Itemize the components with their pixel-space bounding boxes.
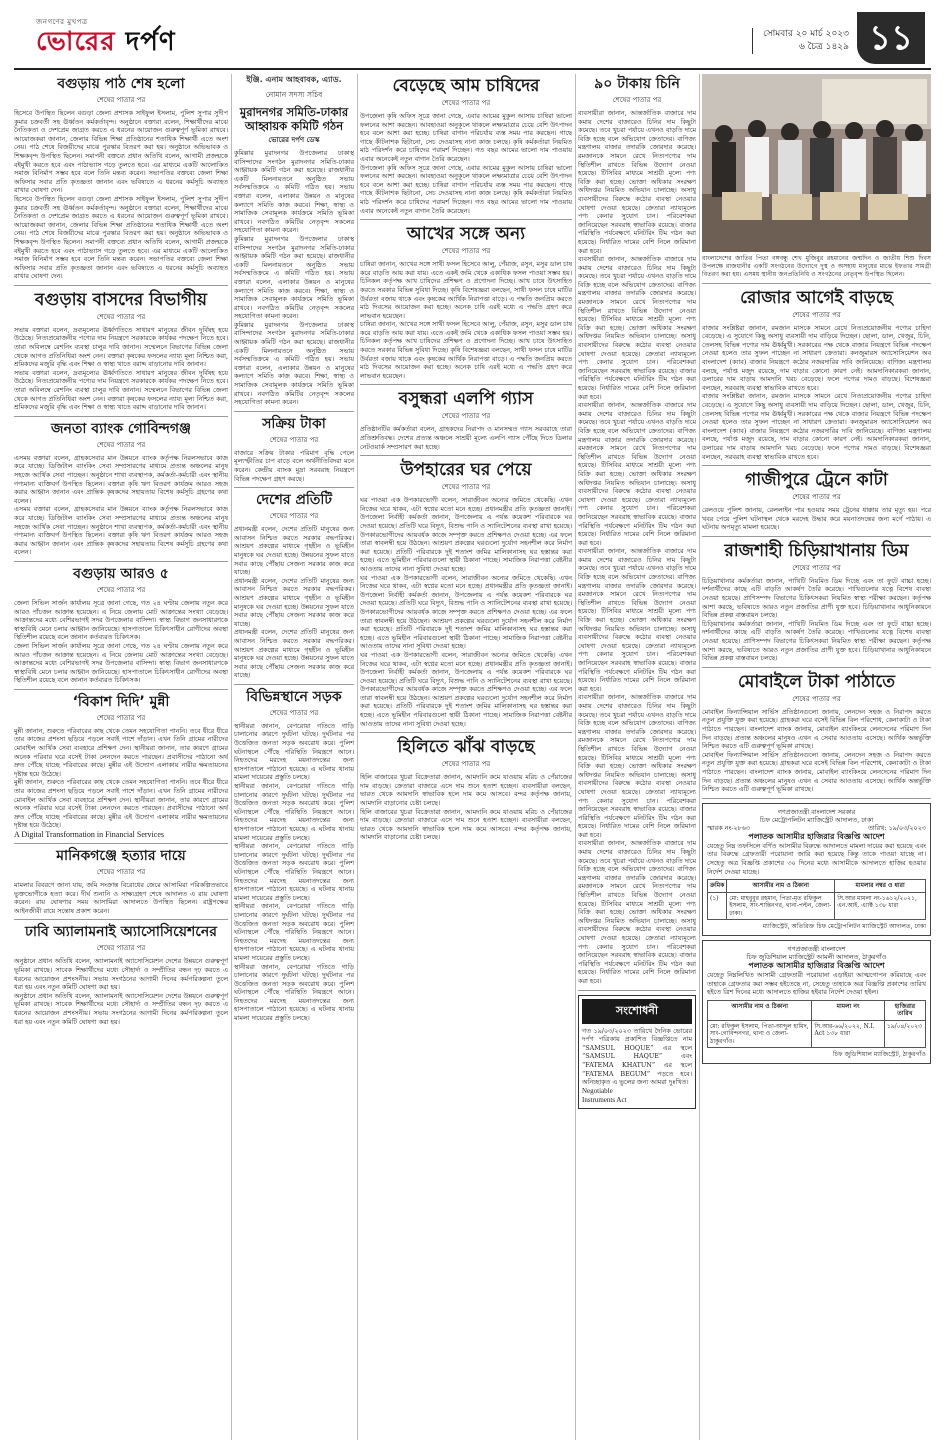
article-headline: ‘বিকাশ দিদি’ মুন্নী — [72, 693, 170, 710]
continuation-note: শেষের পাতার পর — [441, 760, 491, 769]
article-headline: বেড়েছে আম চাষিদের — [392, 76, 540, 96]
notice-table-header: আসামীর নাম ও ঠিকানা — [727, 880, 835, 893]
article-headline: বিভিন্নস্থানে সড়ক — [246, 688, 342, 705]
legal-notice — [702, 940, 931, 1064]
article — [234, 492, 354, 685]
correction-english: Instruments Act — [582, 1095, 627, 1104]
article-headline: বগুড়ায় বাসদের বিভাগীয় — [34, 289, 208, 310]
article-body: মামলার বিবরণে জানা যায়, জমি সংক্রান্ত বিরোধের জেরে আসামিরা পরিকল্পিতভাবে ভুক্তভোগীকে হত্যা করে। দীর্ঘ শুনানি ও সাক্ষ্যগ্রহণ শেষে আদালত এ রায় ঘোষণা করেন। রায় ঘোষণার সময় আসামিরা আদালতে উপস্থিত ছিলেন। রাষ্ট্রপক্ষের আইনজীবী রায়ে সন্তোষ প্রকাশ করেন। — [14, 881, 228, 915]
column-1 — [14, 74, 228, 1440]
article-body: স্থানীয়রা জানান, বেপরোয়া গতিতে গাড়ি চালানোর কারণে দুর্ঘটনা ঘটছে। দুর্ঘটনার পর উত্তেজিত জনতা সড়ক অবরোধ করে। পুলিশ ঘটনাস্থলে পৌঁছে পরিস্থিতি নিয়ন্ত্রণে আনে। নিহতদের মরদেহ ময়নাতদন্তের জন্য হাসপাতালে পাঠানো হয়েছে। এ ঘটনায় থানায় মামলা দায়েরের প্রস্তুতি চলছে। — [234, 782, 354, 842]
article-headline: বগুড়ায় পাঠ শেষ হলো — [57, 76, 185, 92]
name-part-1: ভোরের — [36, 27, 116, 57]
english-tagline: A Digital Transformation in Financial Services — [14, 830, 164, 839]
article-body: জেলা সিভিল সার্জন কার্যালয় সূত্রে জানা গেছে, গত ২৪ ঘণ্টায় জেলায় নতুন করে আরও পাঁচজন আক্রান্ত হয়েছেন। এ নিয়ে জেলায় মোট আক্রান্তের সংখ্যা বেড়েছে। আক্রান্তদের মধ্যে বেশিরভাগই সদর উপজেলার বাসিন্দা। স্বাস্থ্য বিভাগ জনসাধারণকে স্বাস্থ্যবিধি মেনে চলার আহ্বান জানিয়েছে। হাসপাতালে চিকিৎসাধীন রোগীদের অবস্থা স্থিতিশীল রয়েছে বলে জানান কর্তব্যরত চিকিৎসক। — [14, 641, 228, 685]
article-body: প্রধানমন্ত্রী বলেন, দেশের প্রতিটি মানুষের জন্য আবাসন নিশ্চিত করতে সরকার বদ্ধপরিকর। আশ্রয়ণ প্রকল্পের মাধ্যমে গৃহহীন ও ভূমিহীন মানুষকে ঘর দেওয়া হচ্ছে। উন্নয়নের সুফল যাতে সবার কাছে পৌঁছায় সেজন্য সরকার কাজ করে যাচ্ছে। — [234, 576, 354, 628]
article-body: অনুষ্ঠানে প্রধান অতিথি বলেন, অ্যালামনাই অ্যাসোসিয়েশন দেশের উন্নয়নে গুরুত্বপূর্ণ ভূমিকা রাখছে। সাবেক শিক্ষার্থীদের মধ্যে সৌহার্দ্য ও সম্প্রীতির বন্ধন দৃঢ় করতে এ ধরনের আয়োজন প্রশংসনীয়। সভায় সংগঠনের আগামী দিনের কর্মপরিকল্পনা তুলে ধরা হয় এবং নতুন কমিটি ঘোষণা করা হয়। — [14, 991, 228, 1026]
article-body: বাজার সংশ্লিষ্টরা জানান, রমজান মাসকে সামনে রেখে নিত্যপ্রয়োজনীয় পণ্যের চাহিদা বেড়েছে। এ সুযোগে কিছু অসাধু ব্যবসায়ী দাম বাড়িয়ে দিচ্ছেন। ছোলা, ডাল, খেজুর, চিনি, তেলসহ বিভিন্ন পণ্যের দাম ঊর্ধ্বমুখী। সরকারের পক্ষ থেকে বাজার নিয়ন্ত্রণে বিভিন্ন পদক্ষেপ নেওয়া হলেও তার সুফল পাচ্ছেন না সাধারণ ক্রেতারা। কনজুমারস অ্যাসোসিয়েশন অব বাংলাদেশ (ক্যাব) বাজার নিয়ন্ত্রণে কঠোর নজরদারির দাবি জানিয়েছে। বাণিজ্য মন্ত্রণালয় বলছে, পর্যাপ্ত মজুদ রয়েছে, দাম বাড়ার কোনো কারণ নেই। আমদানিকারকরা জানান, ডলারের দাম বাড়ায় আমদানি খরচ বেড়েছে। ফলে পণ্যের দামও বাড়ছে। বিশেষজ্ঞরা বলছেন, সরবরাহ ব্যবস্থা স্বাভাবিক রাখতে হবে। — [702, 323, 931, 392]
article-body: বাজারে সক্রিয় টাকার পরিমাণ বৃদ্ধি পেলে মূল্যস্ফীতির চাপ বাড়ে বলে অর্থনীতিবিদরা মনে করেন। কেন্দ্রীয় ব্যাংক মুদ্রা সরবরাহ নিয়ন্ত্রণে বিভিন্ন পদক্ষেপ গ্রহণ করছে। — [234, 448, 354, 483]
article — [360, 389, 572, 456]
continuation-note: শেষের পাতার পর — [612, 96, 662, 104]
correction-english: Negotiable — [582, 1086, 613, 1095]
notice-table-cell: মো: রফিকুল ইসলাম, পিতা-আব্দুল হামিদ, সাং-গোবিন্দনগর, থানা ও জেলা-ঠাকুরগাঁও। — [708, 1020, 812, 1048]
byline-sub: নোমান সদস্য সচিব — [265, 90, 323, 99]
dateline: ভোরের দর্পণ ডেস্ক — [268, 136, 320, 144]
article-body: চিড়িয়াখানার কর্মকর্তারা জানান, পাখিটি নিয়মিত ডিম দিচ্ছে এবং তা ফুটে বাচ্চা হচ্ছে। দর্শনার্থীদের কাছে এটি বাড়তি আকর্ষণ তৈরি করেছে। পাখিগুলোর যত্নে বিশেষ ব্যবস্থা নেওয়া হয়েছে। প্রাণিসম্পদ বিভাগের চিকিৎসকরা নিয়মিত স্বাস্থ্য পরীক্ষা করছেন। কর্তৃপক্ষ আশা করছে, ভবিষ্যতে আরও নতুন প্রজাতির প্রাণী যুক্ত হবে। চিড়িয়াখানার আধুনিকায়নে বিভিন্ন প্রকল্প বাস্তবায়ন চলছে। — [702, 619, 931, 663]
article-headline: জনতা ব্যাংক গোবিন্দগঞ্জ — [50, 420, 191, 437]
column-rule — [231, 74, 232, 1440]
article — [360, 460, 572, 733]
article — [14, 421, 228, 562]
article — [234, 416, 354, 488]
tagline: জনগণের মুখপত্র — [36, 18, 88, 26]
continuation-note: শেষের পাতার পর — [792, 694, 841, 703]
article-body: ব্যবসায়ীরা জানান, আন্তর্জাতিক বাজারে দাম কমায় দেশের বাজারেও চিনির দাম কিছুটা কমেছে। তবে খুচরা পর্যায়ে এখনও বাড়তি দামে বিক্রি হচ্ছে বলে অভিযোগ ক্রেতাদের। বাণিজ্য মন্ত্রণালয় বাজার তদারকি জোরদার করেছে। রমজানকে সামনে রেখে নিত্যপণ্যের দাম স্থিতিশীল রাখতে বিভিন্ন উদ্যোগ নেওয়া হয়েছে। টিসিবির মাধ্যমে সাশ্রয়ী মূল্যে পণ্য বিক্রি করা হচ্ছে। ভোক্তা অধিকার সংরক্ষণ অধিদপ্তর নিয়মিত অভিযান চালাচ্ছে। অসাধু ব্যবসায়ীদের বিরুদ্ধে কঠোর ব্যবস্থা নেওয়ার ঘোষণা দেওয়া হয়েছে। ক্রেতারা ন্যায্যমূল্যে পণ্য কেনার সুযোগ চান। পরিবেশকরা জানিয়েছেন সরবরাহ স্বাভাবিক রয়েছে। বাজার পরিস্থিতি পর্যবেক্ষণে মনিটরিং টিম গঠন করা হয়েছে। নির্ধারিত দামের বেশি নিলে জরিমানা করা হবে। — [578, 839, 696, 985]
article-body: উপজেলা কৃষি অফিস সূত্রে জানা গেছে, এবার আমের মুকুল আসায় চাষিরা ভালো ফলনের আশা করছেন। আবহাওয়া অনুকূলে থাকলে লক্ষ্যমাত্রার চেয়ে বেশি উৎপাদন হবে বলে আশা করা হচ্ছে। চাষিরা বাগান পরিচর্যায় ব্যস্ত সময় পার করছেন। গাছে গাছে কীটনাশক ছিটানো, সেচ দেওয়াসহ নানা কাজ চলছে। কৃষি কর্মকর্তারা নিয়মিত মাঠ পরিদর্শন করে চাষিদের পরামর্শ দিচ্ছেন। গত বছর আমের ভালো দাম পাওয়ায় এবার অনেকেই নতুন বাগান তৈরি করেছেন। — [360, 163, 572, 215]
notice-signature: ম্যাজিস্ট্রেট, অতিরিক্ত চিফ মেট্রোপলিটন ম্যাজিস্ট্রেট আদালত, ঢাকা — [762, 923, 926, 931]
name-part-2: দর্পণ — [125, 27, 176, 57]
article-body: এসময় বক্তারা বলেন, গ্রাহকসেবার মান উন্নয়নে ব্যাংক কর্তৃপক্ষ নিরলসভাবে কাজ করে যাচ্ছে। ডিজিটাল ব্যাংকিং সেবা সম্প্রসারণের মাধ্যমে প্রত্যন্ত অঞ্চলের মানুষ সহজে আর্থিক সেবা পাচ্ছেন। অনুষ্ঠানে শাখা ব্যবস্থাপক, কর্মকর্তা-কর্মচারী এবং স্থানীয় গণ্যমান্য ব্যক্তিবর্গ উপস্থিত ছিলেন। বক্তারা কৃষি ঋণ বিতরণ কার্যক্রম আরও সহজ করার আহ্বান জানান এবং প্রান্তিক কৃষকদের সহায়তায় বিশেষ কর্মসূচি গ্রহণের কথা বলেন। — [14, 505, 228, 557]
continuation-note: শেষের পাতার পর — [441, 412, 491, 421]
column-4 — [578, 74, 696, 1440]
notice-table-header: আসামীর নাম ও ঠিকানা — [708, 1000, 812, 1020]
article-headline: দেশের প্রতিটি — [255, 492, 333, 509]
notice-table-cell: ১৯/০৪/২০২৩ — [884, 1020, 925, 1048]
column-rule — [699, 74, 700, 1440]
correction-title: সংশোধনী — [582, 999, 692, 1024]
article-body: ব্যবসায়ীরা জানান, আন্তর্জাতিক বাজারে দাম কমায় দেশের বাজারেও চিনির দাম কিছুটা কমেছে। তবে খুচরা পর্যায়ে এখনও বাড়তি দামে বিক্রি হচ্ছে বলে অভিযোগ ক্রেতাদের। বাণিজ্য মন্ত্রণালয় বাজার তদারকি জোরদার করেছে। রমজানকে সামনে রেখে নিত্যপণ্যের দাম স্থিতিশীল রাখতে বিভিন্ন উদ্যোগ নেওয়া হয়েছে। টিসিবির মাধ্যমে সাশ্রয়ী মূল্যে পণ্য বিক্রি করা হচ্ছে। ভোক্তা অধিকার সংরক্ষণ অধিদপ্তর নিয়মিত অভিযান চালাচ্ছে। অসাধু ব্যবসায়ীদের বিরুদ্ধে কঠোর ব্যবস্থা নেওয়ার ঘোষণা দেওয়া হয়েছে। ক্রেতারা ন্যায্যমূল্যে পণ্য কেনার সুযোগ চান। পরিবেশকরা জানিয়েছেন সরবরাহ স্বাভাবিক রয়েছে। বাজার পরিস্থিতি পর্যবেক্ষণে মনিটরিং টিম গঠন করা হয়েছে। নির্ধারিত দামের বেশি নিলে জরিমানা করা হবে। — [578, 693, 696, 839]
legal-notice — [702, 803, 931, 936]
continuation-note: শেষের পাতার পর — [792, 310, 841, 319]
correction-box — [578, 995, 696, 1109]
column-3 — [360, 74, 572, 1440]
article-body: ঘর পাওয়া এক উপকারভোগী বলেন, সারাজীবন অন্যের জমিতে থেকেছি। এখন নিজের ঘরে থাকব, এটা স্বপ্নের মতো মনে হচ্ছে। প্রধানমন্ত্রীর প্রতি কৃতজ্ঞতা জানাই। উপজেলা নির্বাহী কর্মকর্তা জানান, উপজেলায় এ পর্যন্ত কয়েকশ পরিবারকে ঘর দেওয়া হয়েছে। প্রতিটি ঘরে বিদ্যুৎ, বিশুদ্ধ পানি ও স্যানিটেশনের ব্যবস্থা রাখা হয়েছে। উপকারভোগীদের আয়বর্ধক কাজে সম্পৃক্ত করতে প্রশিক্ষণও দেওয়া হচ্ছে। এর ফলে তারা স্বাবলম্বী হয়ে উঠছেন। আশ্রয়ণ প্রকল্পের ঘরগুলো দুর্যোগ সহনশীল করে নির্মাণ করা হয়েছে। প্রতিটি পরিবারকে দুই শতাংশ জমির মালিকানাসহ ঘর হস্তান্তর করা হচ্ছে। এতে ভূমিহীন পরিবারগুলো স্থায়ী ঠিকানা পাচ্ছে। সামাজিক নিরাপত্তা বেষ্টনীর আওতায় তাদের নানা সুবিধা দেওয়া হচ্ছে। — [360, 496, 572, 573]
article-headline: রোজার আগেই বাড়ছে — [740, 287, 893, 308]
article-body: হিলি বাজারের খুচরা বিক্রেতারা জানান, আমদানি কমে যাওয়ায় মরিচ ও পেঁয়াজের দাম বাড়ছে। ক্রেতারা বাজারে এসে দাম শুনে হতাশ হচ্ছেন। ব্যবসায়ীরা বলছেন, ভারত থেকে আমদানি স্বাভাবিক হলে দাম কমে আসবে। বন্দর কর্তৃপক্ষ জানায়, আমদানি বাড়ানোর চেষ্টা চলছে। — [360, 773, 572, 808]
article — [234, 74, 354, 412]
article-body: ঘর পাওয়া এক উপকারভোগী বলেন, সারাজীবন অন্যের জমিতে থেকেছি। এখন নিজের ঘরে থাকব, এটা স্বপ্নের মতো মনে হচ্ছে। প্রধানমন্ত্রীর প্রতি কৃতজ্ঞতা জানাই। উপজেলা নির্বাহী কর্মকর্তা জানান, উপজেলায় এ পর্যন্ত কয়েকশ পরিবারকে ঘর দেওয়া হয়েছে। প্রতিটি ঘরে বিদ্যুৎ, বিশুদ্ধ পানি ও স্যানিটেশনের ব্যবস্থা রাখা হয়েছে। উপকারভোগীদের আয়বর্ধক কাজে সম্পৃক্ত করতে প্রশিক্ষণও দেওয়া হচ্ছে। এর ফলে তারা স্বাবলম্বী হয়ে উঠছেন। আশ্রয়ণ প্রকল্পের ঘরগুলো দুর্যোগ সহনশীল করে নির্মাণ করা হয়েছে। প্রতিটি পরিবারকে দুই শতাংশ জমির মালিকানাসহ ঘর হস্তান্তর করা হচ্ছে। এতে ভূমিহীন পরিবারগুলো স্থায়ী ঠিকানা পাচ্ছে। সামাজিক নিরাপত্তা বেষ্টনীর আওতায় তাদের নানা সুবিধা দেওয়া হচ্ছে। — [360, 573, 572, 651]
continuation-note: শেষের পাতার পর — [96, 585, 146, 594]
article-headline: উপহারের ঘর পেয়ে — [400, 460, 532, 481]
article — [702, 288, 931, 467]
article-body: কুমিল্লার মুরাদনগর উপজেলার ঢাকাস্থ বাসিন্দাদের সংগঠন মুরাদনগর সমিতি-ঢাকার আহ্বায়ক কমিটি গঠন করা হয়েছে। রাজধানীর একটি মিলনায়তনে অনুষ্ঠিত সভায় সর্বসম্মতিক্রমে এ কমিটি গঠিত হয়। সভায় বক্তারা বলেন, এলাকার উন্নয়ন ও মানুষের কল্যাণে সমিতি কাজ করবে। শিক্ষা, স্বাস্থ্য ও সামাজিক সেবামূলক কার্যক্রমে সমিতি ভূমিকা রাখবে। নবগঠিত কমিটির নেতৃবৃন্দ সকলের সহযোগিতা কামনা করেন। — [234, 320, 354, 407]
article-body: রেলওয়ে পুলিশ জানায়, রেললাইন পার হওয়ার সময় ট্রেনের ধাক্কায় তার মৃত্যু হয়। পরে খবর পেয়ে পুলিশ ঘটনাস্থল থেকে মরদেহ উদ্ধার করে ময়নাতদন্তের জন্য মর্গে পাঠায়। এ ঘটনায় অপমৃত্যু মামলা হয়েছে। — [702, 506, 931, 532]
article-body: কুমিল্লার মুরাদনগর উপজেলার ঢাকাস্থ বাসিন্দাদের সংগঠন মুরাদনগর সমিতি-ঢাকার আহ্বায়ক কমিটি গঠন করা হয়েছে। রাজধানীর একটি মিলনায়তনে অনুষ্ঠিত সভায় সর্বসম্মতিক্রমে এ কমিটি গঠিত হয়। সভায় বক্তারা বলেন, এলাকার উন্নয়ন ও মানুষের কল্যাণে সমিতি কাজ করবে। শিক্ষা, স্বাস্থ্য ও সামাজিক সেবামূলক কার্যক্রমে সমিতি ভূমিকা রাখবে। নবগঠিত কমিটির নেতৃবৃন্দ সকলের সহযোগিতা কামনা করেন। — [234, 234, 354, 321]
photo-caption: বাংলাদেশের জাতির পিতা বঙ্গবন্ধু শেখ মুজিবুর রহমানের জন্মদিন ও জাতীয় শিশু দিবস উপলক্ষে রাজধানীর একটি সংগঠনের উদ্যোগে দুস্থ ও অসহায় মানুষের মাঝে ইফতার সামগ্রী বিতরণ করা হয়। এসময় স্থানীয় জনপ্রতিনিধি ও সংগঠনের নেতৃবৃন্দ উপস্থিত ছিলেন। — [702, 255, 931, 284]
article-body: চাষিরা জানান, আখের সঙ্গে সাথী ফসল হিসেবে আলু, পেঁয়াজ, রসুন, মসুর ডাল চাষ করে বাড়তি আয় করা যায়। এতে একই জমি থেকে একাধিক ফসল পাওয়া সম্ভব হয়। চিনিকল কর্তৃপক্ষ আখ চাষিদের প্রশিক্ষণ ও প্রণোদনা দিচ্ছে। আখ চাষে উৎসাহিত করতে সরকার বিভিন্ন সুবিধা দিচ্ছে। কৃষি বিশেষজ্ঞরা বলছেন, সাথী ফসল চাষে মাটির উর্বরতা বজায় থাকে এবং কৃষকের আর্থিক নিরাপত্তা বাড়ে। এ পদ্ধতি জনপ্রিয় করতে মাঠ দিবসের আয়োজন করা হচ্ছে। অনেক চাষি এরই মধ্যে এ পদ্ধতি গ্রহণ করে লাভবান হয়েছেন। — [360, 320, 572, 380]
notice-table-header: হাজিরার তারিখ — [884, 1000, 925, 1020]
column-rule — [575, 74, 576, 1440]
article-body: স্থানীয়রা জানান, বেপরোয়া গতিতে গাড়ি চালানোর কারণে দুর্ঘটনা ঘটছে। দুর্ঘটনার পর উত্তেজিত জনতা সড়ক অবরোধ করে। পুলিশ ঘটনাস্থলে পৌঁছে পরিস্থিতি নিয়ন্ত্রণে আনে। নিহতদের মরদেহ ময়নাতদন্তের জন্য হাসপাতালে পাঠানো হয়েছে। এ ঘটনায় থানায় মামলা দায়েরের প্রস্তুতি চলছে। — [234, 842, 354, 902]
notice-text: যেহেতু নিম্ন তফসিলে বর্ণিত আসামীর বিরুদ্ধে আদালতে মামলা দায়ের করা হয়েছে এবং তার বিরুদ্ধে গ্রেফতারী পরোয়ানা জারি করা হয়েছে কিন্তু তাকে পাওয়া যাচ্ছে না। সেহেতু অত্র বিজ্ঞপ্তি প্রকাশের ৩০ দিনের মধ্যে আসামীকে আদালতে হাজির হওয়ার নির্দেশ দেওয়া যাচ্ছে। — [707, 841, 926, 876]
article — [234, 689, 354, 1023]
notice-text: যেহেতু নিম্নলিখিত আসামী গ্রেফতারী পরোয়ানা এড়াইয়া আত্মগোপন করিয়াছে এবং তাহাকে গ্রেফতার করা সম্ভব হইতেছে না, সেহেতু তাহাকে অত্র বিজ্ঞপ্তি প্রকাশের তারিখ হইতে ত্রিশ দিনের মধ্যে আদালতে হাজির হইবার নির্দেশ দেওয়া হইল। — [707, 971, 926, 997]
continuation-note: শেষের পাতার পর — [96, 713, 146, 722]
article-headline: মোবাইলে টাকা পাঠাতে — [738, 671, 895, 692]
article-body: চিড়িয়াখানার কর্মকর্তারা জানান, পাখিটি নিয়মিত ডিম দিচ্ছে এবং তা ফুটে বাচ্চা হচ্ছে। দর্শনার্থীদের কাছে এটি বাড়তি আকর্ষণ তৈরি করেছে। পাখিগুলোর যত্নে বিশেষ ব্যবস্থা নেওয়া হয়েছে। প্রাণিসম্পদ বিভাগের চিকিৎসকরা নিয়মিত স্বাস্থ্য পরীক্ষা করছেন। কর্তৃপক্ষ আশা করছে, ভবিষ্যতে আরও নতুন প্রজাতির প্রাণী যুক্ত হবে। চিড়িয়াখানার আধুনিকায়নে বিভিন্ন প্রকল্প বাস্তবায়ন চলছে। — [702, 576, 931, 620]
article — [360, 76, 572, 220]
article-body: ব্যবসায়ীরা জানান, আন্তর্জাতিক বাজারে দাম কমায় দেশের বাজারেও চিনির দাম কিছুটা কমেছে। তবে খুচরা পর্যায়ে এখনও বাড়তি দামে বিক্রি হচ্ছে বলে অভিযোগ ক্রেতাদের। বাণিজ্য মন্ত্রণালয় বাজার তদারকি জোরদার করেছে। রমজানকে সামনে রেখে নিত্যপণ্যের দাম স্থিতিশীল রাখতে বিভিন্ন উদ্যোগ নেওয়া হয়েছে। টিসিবির মাধ্যমে সাশ্রয়ী মূল্যে পণ্য বিক্রি করা হচ্ছে। ভোক্তা অধিকার সংরক্ষণ অধিদপ্তর নিয়মিত অভিযান চালাচ্ছে। অসাধু ব্যবসায়ীদের বিরুদ্ধে কঠোর ব্যবস্থা নেওয়ার ঘোষণা দেওয়া হয়েছে। ক্রেতারা ন্যায্যমূল্যে পণ্য কেনার সুযোগ চান। পরিবেশকরা জানিয়েছেন সরবরাহ স্বাভাবিক রয়েছে। বাজার পরিস্থিতি পর্যবেক্ষণে মনিটরিং টিম গঠন করা হয়েছে। নির্ধারিত দামের বেশি নিলে জরিমানা করা হবে। — [578, 109, 696, 255]
notice-court: চিফ মেট্রোপলিটন ম্যাজিস্ট্রেট আদালত, ঢাকা — [759, 815, 874, 824]
continuation-note: শেষের পাতার পর — [792, 493, 841, 502]
article-body: স্থানীয়রা জানান, বেপরোয়া গতিতে গাড়ি চালানোর কারণে দুর্ঘটনা ঘটছে। দুর্ঘটনার পর উত্তেজিত জনতা সড়ক অবরোধ করে। পুলিশ ঘটনাস্থলে পৌঁছে পরিস্থিতি নিয়ন্ত্রণে আনে। নিহতদের মরদেহ ময়নাতদন্তের জন্য হাসপাতালে পাঠানো হয়েছে। এ ঘটনায় থানায় মামলা দায়েরের প্রস্তুতি চলছে। — [234, 902, 354, 962]
photo-illustration — [702, 74, 931, 252]
article-body: মুন্নী জানান, শুরুতে পরিবারের কাছ থেকে তেমন সহযোগিতা পাননি। তবে ধীরে ধীরে তার কাজের প্রশংসা ছড়িয়ে পড়লে সবাই পাশে দাঁড়ান। এখন তিনি গ্রামের নারীদের মোবাইল আর্থিক সেবা ব্যবহারে প্রশিক্ষণ দেন। স্থানীয়রা জানান, তার কারণে গ্রামের অনেক পরিবার ঘরে বসেই টাকা লেনদেন করতে পারছেন। প্রবাসীদের পাঠানো অর্থ দ্রুত পৌঁছে যাচ্ছে পরিবারের কাছে। মুন্নীর এই উদ্যোগ এলাকায় নারীর ক্ষমতায়নের দৃষ্টান্ত হয়ে উঠেছে। — [14, 778, 228, 830]
article-body: প্রতিষ্ঠানটির কর্মকর্তারা বলেন, গ্রাহকদের নিরাপদ ও মানসম্মত গ্যাস সরবরাহে তারা প্রতিশ্রুতিবদ্ধ। দেশের প্রত্যন্ত অঞ্চলে সাশ্রয়ী মূল্যে এলপি গ্যাস পৌঁছে দিতে ডিলার নেটওয়ার্ক সম্প্রসারণ করা হচ্ছে। — [360, 425, 572, 451]
article-body: প্রধানমন্ত্রী বলেন, দেশের প্রতিটি মানুষের জন্য আবাসন নিশ্চিত করতে সরকার বদ্ধপরিকর। আশ্রয়ণ প্রকল্পের মাধ্যমে গৃহহীন ও ভূমিহীন মানুষকে ঘর দেওয়া হচ্ছে। উন্নয়নের সুফল যাতে সবার কাছে পৌঁছায় সেজন্য সরকার কাজ করে যাচ্ছে। — [234, 628, 354, 680]
continuation-note: শেষের পাতার পর — [269, 435, 319, 444]
article-body: সভায় বক্তারা বলেন, দ্রব্যমূল্যের ঊর্ধ্বগতিতে সাধারণ মানুষের জীবন দুর্বিষহ হয়ে উঠেছে। নিত্যপ্রয়োজনীয় পণ্যের দাম নিয়ন্ত্রণে সরকারকে কার্যকর পদক্ষেপ নিতে হবে। তারা অবিলম্বে রেশনিং ব্যবস্থা চালুর দাবি জানান। সম্মেলনে বিভাগের বিভিন্ন জেলা থেকে আগত প্রতিনিধিরা অংশ নেন। বক্তারা কৃষকের ফসলের ন্যায্য মূল্য নিশ্চিত করা, শ্রমিকদের মজুরি বৃদ্ধি এবং শিক্ষা ও স্বাস্থ্য খাতে বরাদ্দ বাড়ানোর দাবি জানান। — [14, 368, 228, 412]
article-body: ব্যবসায়ীরা জানান, আন্তর্জাতিক বাজারে দাম কমায় দেশের বাজারেও চিনির দাম কিছুটা কমেছে। তবে খুচরা পর্যায়ে এখনও বাড়তি দামে বিক্রি হচ্ছে বলে অভিযোগ ক্রেতাদের। বাণিজ্য মন্ত্রণালয় বাজার তদারকি জোরদার করেছে। রমজানকে সামনে রেখে নিত্যপণ্যের দাম স্থিতিশীল রাখতে বিভিন্ন উদ্যোগ নেওয়া হয়েছে। টিসিবির মাধ্যমে সাশ্রয়ী মূল্যে পণ্য বিক্রি করা হচ্ছে। ভোক্তা অধিকার সংরক্ষণ অধিদপ্তর নিয়মিত অভিযান চালাচ্ছে। অসাধু ব্যবসায়ীদের বিরুদ্ধে কঠোর ব্যবস্থা নেওয়ার ঘোষণা দেওয়া হয়েছে। ক্রেতারা ন্যায্যমূল্যে পণ্য কেনার সুযোগ চান। পরিবেশকরা জানিয়েছেন সরবরাহ স্বাভাবিক রয়েছে। বাজার পরিস্থিতি পর্যবেক্ষণে মনিটরিং টিম গঠন করা হয়েছে। নির্ধারিত দামের বেশি নিলে জরিমানা করা হবে। — [578, 401, 696, 547]
article-headline: বগুড়ায় আরও ৫ — [73, 565, 169, 582]
notice-date: তারিখ: ১৯/০৩/২০২৩ — [868, 823, 926, 832]
notice-table-cell: (১) — [708, 892, 727, 920]
article — [14, 848, 228, 920]
article-headline: মানিকগঞ্জে হত্যার দায়ে — [56, 848, 186, 864]
article-body: হিলি বাজারের খুচরা বিক্রেতারা জানান, আমদানি কমে যাওয়ায় মরিচ ও পেঁয়াজের দাম বাড়ছে। ক্রেতারা বাজারে এসে দাম শুনে হতাশ হচ্ছেন। ব্যবসায়ীরা বলছেন, ভারত থেকে আমদানি স্বাভাবিক হলে দাম কমে আসবে। বন্দর কর্তৃপক্ষ জানায়, আমদানি বাড়ানোর চেষ্টা চলছে। — [360, 807, 572, 842]
article-body: হিসেবে উপস্থিত ছিলেন বগুড়া জেলা প্রশাসক সাইফুল ইসলাম, পুলিশ সুপার সুদীপ কুমার চক্রবর্তী সহ ঊর্ধ্বতন কর্মকর্তাবৃন্দ। অনুষ্ঠানে বক্তারা বলেন, শিক্ষার্থীদের মাঝে নৈতিকতা ও দেশপ্রেম জাগ্রত করতে এ ধরনের আয়োজন গুরুত্বপূর্ণ ভূমিকা রাখবে। আয়োজকরা জানান, জেলার বিভিন্ন শিক্ষা প্রতিষ্ঠানের শতাধিক শিক্ষার্থী এতে অংশ নেয়। পাঠ শেষে বিজয়ীদের মাঝে পুরস্কার বিতরণ করা হয়। অনুষ্ঠানে অভিভাবক ও শিক্ষকবৃন্দ উপস্থিত ছিলেন। সমাপনী বক্তব্যে প্রধান অতিথি বলেন, আগামী প্রজন্মকে বইমুখী করতে হবে এবং পাঠাভ্যাস গড়ে তুলতে হবে। এর মাধ্যমে একটি আলোকিত সমাজ বিনির্মাণ সম্ভব হবে বলে তিনি মন্তব্য করেন। সভাপতির বক্তব্যে জেলা শিক্ষা অফিসার সবার প্রতি কৃতজ্ঞতা জানান এবং ভবিষ্যতে এ ধরনের কর্মসূচি অব্যাহত রাখার ঘোষণা দেন। — [14, 194, 228, 281]
article-body: ঘর পাওয়া এক উপকারভোগী বলেন, সারাজীবন অন্যের জমিতে থেকেছি। এখন নিজের ঘরে থাকব, এটা স্বপ্নের মতো মনে হচ্ছে। প্রধানমন্ত্রীর প্রতি কৃতজ্ঞতা জানাই। উপজেলা নির্বাহী কর্মকর্তা জানান, উপজেলায় এ পর্যন্ত কয়েকশ পরিবারকে ঘর দেওয়া হয়েছে। প্রতিটি ঘরে বিদ্যুৎ, বিশুদ্ধ পানি ও স্যানিটেশনের ব্যবস্থা রাখা হয়েছে। উপকারভোগীদের আয়বর্ধক কাজে সম্পৃক্ত করতে প্রশিক্ষণও দেওয়া হচ্ছে। এর ফলে তারা স্বাবলম্বী হয়ে উঠছেন। আশ্রয়ণ প্রকল্পের ঘরগুলো দুর্যোগ সহনশীল করে নির্মাণ করা হয়েছে। প্রতিটি পরিবারকে দুই শতাংশ জমির মালিকানাসহ ঘর হস্তান্তর করা হচ্ছে। এতে ভূমিহীন পরিবারগুলো স্থায়ী ঠিকানা পাচ্ছে। সামাজিক নিরাপত্তা বেষ্টনীর আওতায় তাদের নানা সুবিধা দেওয়া হচ্ছে। — [360, 650, 572, 728]
article-body: চাষিরা জানান, আখের সঙ্গে সাথী ফসল হিসেবে আলু, পেঁয়াজ, রসুন, মসুর ডাল চাষ করে বাড়তি আয় করা যায়। এতে একই জমি থেকে একাধিক ফসল পাওয়া সম্ভব হয়। চিনিকল কর্তৃপক্ষ আখ চাষিদের প্রশিক্ষণ ও প্রণোদনা দিচ্ছে। আখ চাষে উৎসাহিত করতে সরকার বিভিন্ন সুবিধা দিচ্ছে। কৃষি বিশেষজ্ঞরা বলছেন, সাথী ফসল চাষে মাটির উর্বরতা বজায় থাকে এবং কৃষকের আর্থিক নিরাপত্তা বাড়ে। এ পদ্ধতি জনপ্রিয় করতে মাঠ দিবসের আয়োজন করা হচ্ছে। অনেক চাষি এরই মধ্যে এ পদ্ধতি গ্রহণ করে লাভবান হয়েছেন। — [360, 260, 572, 320]
article-body: হিসেবে উপস্থিত ছিলেন বগুড়া জেলা প্রশাসক সাইফুল ইসলাম, পুলিশ সুপার সুদীপ কুমার চক্রবর্তী সহ ঊর্ধ্বতন কর্মকর্তাবৃন্দ। অনুষ্ঠানে বক্তারা বলেন, শিক্ষার্থীদের মাঝে নৈতিকতা ও দেশপ্রেম জাগ্রত করতে এ ধরনের আয়োজন গুরুত্বপূর্ণ ভূমিকা রাখবে। আয়োজকরা জানান, জেলার বিভিন্ন শিক্ষা প্রতিষ্ঠানের শতাধিক শিক্ষার্থী এতে অংশ নেয়। পাঠ শেষে বিজয়ীদের মাঝে পুরস্কার বিতরণ করা হয়। অনুষ্ঠানে অভিভাবক ও শিক্ষকবৃন্দ উপস্থিত ছিলেন। সমাপনী বক্তব্যে প্রধান অতিথি বলেন, আগামী প্রজন্মকে বইমুখী করতে হবে এবং পাঠাভ্যাস গড়ে তুলতে হবে। এর মাধ্যমে একটি আলোকিত সমাজ বিনির্মাণ সম্ভব হবে বলে তিনি মন্তব্য করেন। সভাপতির বক্তব্যে জেলা শিক্ষা অফিসার সবার প্রতি কৃতজ্ঞতা জানান এবং ভবিষ্যতে এ ধরনের কর্মসূচি অব্যাহত রাখার ঘোষণা দেন। — [14, 109, 228, 195]
article — [14, 290, 228, 417]
news-photo — [702, 74, 931, 252]
notice-title: পলাতক আসামীর হাজিরার বিজ্ঞপ্তি আদেশ — [748, 831, 885, 841]
masthead — [14, 10, 931, 70]
date-gregorian: সোমবার ২০ মার্চ ২০২৩ — [763, 29, 849, 39]
notice-title: পলাতক আসামীর হাজিরার বিজ্ঞপ্তি আদেশ — [748, 961, 885, 971]
article — [14, 694, 228, 844]
notice-table-cell: মো: মাহবুবুর রহমান, পিতা-মৃত রফিকুল ইসলাম, সাং-শান্তিনগর, থানা-পল্টন, জেলা-ঢাকা। — [727, 892, 835, 920]
article-body: সভায় বক্তারা বলেন, দ্রব্যমূল্যের ঊর্ধ্বগতিতে সাধারণ মানুষের জীবন দুর্বিষহ হয়ে উঠেছে। নিত্যপ্রয়োজনীয় পণ্যের দাম নিয়ন্ত্রণে সরকারকে কার্যকর পদক্ষেপ নিতে হবে। তারা অবিলম্বে রেশনিং ব্যবস্থা চালুর দাবি জানান। সম্মেলনে বিভাগের বিভিন্ন জেলা থেকে আগত প্রতিনিধিরা অংশ নেন। বক্তারা কৃষকের ফসলের ন্যায্য মূল্য নিশ্চিত করা, শ্রমিকদের মজুরি বৃদ্ধি এবং শিক্ষা ও স্বাস্থ্য খাতে বরাদ্দ বাড়ানোর দাবি জানান। — [14, 325, 228, 369]
correction-text: গত ১৯/০৩/২০২৩ তারিখে দৈনিক ভোরের দর্পণ পত্রিকায় প্রকাশিত বিজ্ঞপ্তিতে নাম “SAMSUL HOQUE” এর স্থলে “SAMSUL HAQUE” এবং “FATEMA KHATUN” এর স্থলে “FATEMA BEGUM” পড়তে হবে। অনিচ্ছাকৃত এ ভুলের জন্য আমরা দুঃখিত। — [582, 1026, 692, 1087]
continuation-note: শেষের পাতার পর — [269, 512, 319, 521]
column-rule — [357, 74, 358, 1440]
column-2 — [234, 74, 354, 1440]
continuation-note: শেষের পাতার পর — [441, 99, 491, 107]
notice-table-header: ক্রমিক — [708, 880, 727, 893]
article-body: কুমিল্লার মুরাদনগর উপজেলার ঢাকাস্থ বাসিন্দাদের সংগঠন মুরাদনগর সমিতি-ঢাকার আহ্বায়ক কমিটি গঠন করা হয়েছে। রাজধানীর একটি মিলনায়তনে অনুষ্ঠিত সভায় সর্বসম্মতিক্রমে এ কমিটি গঠিত হয়। সভায় বক্তারা বলেন, এলাকার উন্নয়ন ও মানুষের কল্যাণে সমিতি কাজ করবে। শিক্ষা, স্বাস্থ্য ও সামাজিক সেবামূলক কার্যক্রমে সমিতি ভূমিকা রাখবে। নবগঠিত কমিটির নেতৃবৃন্দ সকলের সহযোগিতা কামনা করেন। — [234, 149, 354, 235]
article-body: ব্যবসায়ীরা জানান, আন্তর্জাতিক বাজারে দাম কমায় দেশের বাজারেও চিনির দাম কিছুটা কমেছে। তবে খুচরা পর্যায়ে এখনও বাড়তি দামে বিক্রি হচ্ছে বলে অভিযোগ ক্রেতাদের। বাণিজ্য মন্ত্রণালয় বাজার তদারকি জোরদার করেছে। রমজানকে সামনে রেখে নিত্যপণ্যের দাম স্থিতিশীল রাখতে বিভিন্ন উদ্যোগ নেওয়া হয়েছে। টিসিবির মাধ্যমে সাশ্রয়ী মূল্যে পণ্য বিক্রি করা হচ্ছে। ভোক্তা অধিকার সংরক্ষণ অধিদপ্তর নিয়মিত অভিযান চালাচ্ছে। অসাধু ব্যবসায়ীদের বিরুদ্ধে কঠোর ব্যবস্থা নেওয়ার ঘোষণা দেওয়া হয়েছে। ক্রেতারা ন্যায্যমূল্যে পণ্য কেনার সুযোগ চান। পরিবেশকরা জানিয়েছেন সরবরাহ স্বাভাবিক রয়েছে। বাজার পরিস্থিতি পর্যবেক্ষণে মনিটরিং টিম গঠন করা হয়েছে। নির্ধারিত দামের বেশি নিলে জরিমানা করা হবে। — [578, 255, 696, 401]
continuation-note: শেষের পাতার পর — [96, 312, 146, 321]
notice-memo: স্মারক নং-২৮৬৩ — [707, 823, 750, 832]
date-bangla: ৬ চৈত্র ১৪২৯ — [798, 42, 849, 52]
notice-court: চিফ জুডিশিয়াল ম্যাজিস্ট্রেট আমলী আদালত, ঠাকুরগাঁও — [746, 953, 887, 962]
notice-gov: গণপ্রজাতন্ত্রী বাংলাদেশ — [787, 945, 846, 954]
article-body: মুন্নী জানান, শুরুতে পরিবারের কাছ থেকে তেমন সহযোগিতা পাননি। তবে ধীরে ধীরে তার কাজের প্রশংসা ছড়িয়ে পড়লে সবাই পাশে দাঁড়ান। এখন তিনি গ্রামের নারীদের মোবাইল আর্থিক সেবা ব্যবহারে প্রশিক্ষণ দেন। স্থানীয়রা জানান, তার কারণে গ্রামের অনেক পরিবার ঘরে বসেই টাকা লেনদেন করতে পারছেন। প্রবাসীদের পাঠানো অর্থ দ্রুত পৌঁছে যাচ্ছে পরিবারের কাছে। মুন্নীর এই উদ্যোগ এলাকায় নারীর ক্ষমতায়নের দৃষ্টান্ত হয়ে উঠেছে। — [14, 726, 228, 778]
article — [702, 672, 931, 799]
article — [14, 76, 228, 286]
article-body: বাজার সংশ্লিষ্টরা জানান, রমজান মাসকে সামনে রেখে নিত্যপ্রয়োজনীয় পণ্যের চাহিদা বেড়েছে। এ সুযোগে কিছু অসাধু ব্যবসায়ী দাম বাড়িয়ে দিচ্ছেন। ছোলা, ডাল, খেজুর, চিনি, তেলসহ বিভিন্ন পণ্যের দাম ঊর্ধ্বমুখী। সরকারের পক্ষ থেকে বাজার নিয়ন্ত্রণে বিভিন্ন পদক্ষেপ নেওয়া হলেও তার সুফল পাচ্ছেন না সাধারণ ক্রেতারা। কনজুমারস অ্যাসোসিয়েশন অব বাংলাদেশ (ক্যাব) বাজার নিয়ন্ত্রণে কঠোর নজরদারির দাবি জানিয়েছে। বাণিজ্য মন্ত্রণালয় বলছে, পর্যাপ্ত মজুদ রয়েছে, দাম বাড়ার কোনো কারণ নেই। আমদানিকারকরা জানান, ডলারের দাম বাড়ায় আমদানি খরচ বেড়েছে। ফলে পণ্যের দামও বাড়ছে। বিশেষজ্ঞরা বলছেন, সরবরাহ ব্যবস্থা স্বাভাবিক রাখতে হবে। — [702, 392, 931, 461]
notice-table-header: মামলা নং — [812, 1000, 884, 1020]
notice-table-cell: সি.আর-৬৬/২০২২, N.I. Act ১৩৮ ধারা — [812, 1020, 884, 1048]
article-body: প্রধানমন্ত্রী বলেন, দেশের প্রতিটি মানুষের জন্য আবাসন নিশ্চিত করতে সরকার বদ্ধপরিকর। আশ্রয়ণ প্রকল্পের মাধ্যমে গৃহহীন ও ভূমিহীন মানুষকে ঘর দেওয়া হচ্ছে। উন্নয়নের সুফল যাতে সবার কাছে পৌঁছায় সেজন্য সরকার কাজ করে যাচ্ছে। — [234, 525, 354, 577]
article-body: জেলা সিভিল সার্জন কার্যালয় সূত্রে জানা গেছে, গত ২৪ ঘণ্টায় জেলায় নতুন করে আরও পাঁচজন আক্রান্ত হয়েছেন। এ নিয়ে জেলায় মোট আক্রান্তের সংখ্যা বেড়েছে। আক্রান্তদের মধ্যে বেশিরভাগই সদর উপজেলার বাসিন্দা। স্বাস্থ্য বিভাগ জনসাধারণকে স্বাস্থ্যবিধি মেনে চলার আহ্বান জানিয়েছে। হাসপাতালে চিকিৎসাধীন রোগীদের অবস্থা স্থিতিশীল রয়েছে বলে জানান কর্তব্যরত চিকিৎসক। — [14, 598, 228, 642]
notice-table — [707, 879, 926, 920]
article-headline: বসুন্ধরা এলপি গ্যাস — [398, 389, 534, 410]
column-5 — [702, 74, 931, 1440]
article — [14, 924, 228, 1026]
continuation-note: শেষের পাতার পর — [269, 708, 319, 717]
article-body: এসময় বক্তারা বলেন, গ্রাহকসেবার মান উন্নয়নে ব্যাংক কর্তৃপক্ষ নিরলসভাবে কাজ করে যাচ্ছে। ডিজিটাল ব্যাংকিং সেবা সম্প্রসারণের মাধ্যমে প্রত্যন্ত অঞ্চলের মানুষ সহজে আর্থিক সেবা পাচ্ছেন। অনুষ্ঠানে শাখা ব্যবস্থাপক, কর্মকর্তা-কর্মচারী এবং স্থানীয় গণ্যমান্য ব্যক্তিবর্গ উপস্থিত ছিলেন। বক্তারা কৃষি ঋণ বিতরণ কার্যক্রম আরও সহজ করার আহ্বান জানান এবং প্রান্তিক কৃষকদের সহায়তায় বিশেষ কর্মসূচি গ্রহণের কথা বলেন। — [14, 453, 228, 505]
continuation-note: শেষের পাতার পর — [792, 563, 841, 572]
table-row — [708, 1020, 926, 1048]
page-number: ১১ — [857, 12, 925, 64]
article-body: মোবাইল ফিন্যান্সিয়াল সার্ভিস প্রতিষ্ঠানগুলো জানায়, লেনদেন সহজ ও নিরাপদ করতে নতুন প্রযুক্তি যুক্ত করা হয়েছে। গ্রাহকরা ঘরে বসেই বিভিন্ন বিল পরিশোধ, কেনাকাটা ও টাকা পাঠাতে পারছেন। বাংলাদেশ ব্যাংক জানায়, মোবাইল ব্যাংকিংয়ে লেনদেনের পরিমাণ দিন দিন বাড়ছে। প্রত্যন্ত অঞ্চলের মানুষও এখন এ সেবার আওতায় এসেছে। আর্থিক অন্তর্ভুক্তি নিশ্চিত করতে এটি গুরুত্বপূর্ণ ভূমিকা রাখছে। — [702, 750, 931, 794]
notice-gov: গণপ্রজাতন্ত্রী বাংলাদেশ সরকার — [777, 807, 856, 816]
notice-meta — [707, 824, 926, 832]
newspaper-name — [36, 28, 176, 56]
continuation-note: শেষের পাতার পর — [96, 944, 146, 953]
article-body: স্থানীয়রা জানান, বেপরোয়া গতিতে গাড়ি চালানোর কারণে দুর্ঘটনা ঘটছে। দুর্ঘটনার পর উত্তেজিত জনতা সড়ক অবরোধ করে। পুলিশ ঘটনাস্থলে পৌঁছে পরিস্থিতি নিয়ন্ত্রণে আনে। নিহতদের মরদেহ ময়নাতদন্তের জন্য হাসপাতালে পাঠানো হয়েছে। এ ঘটনায় থানায় মামলা দায়েরের প্রস্তুতি চলছে। — [234, 962, 354, 1023]
article-headline: রাজশাহী চিড়িয়াখানায় ডিম — [724, 540, 909, 561]
article-headline: ৯০ টাকায় চিনি — [594, 76, 680, 92]
article-headline: গাজীপুরে ট্রেনে কাটা — [745, 470, 888, 491]
newspaper-logo — [36, 16, 176, 56]
article-body: মোবাইল ফিন্যান্সিয়াল সার্ভিস প্রতিষ্ঠানগুলো জানায়, লেনদেন সহজ ও নিরাপদ করতে নতুন প্রযুক্তি যুক্ত করা হয়েছে। গ্রাহকরা ঘরে বসেই বিভিন্ন বিল পরিশোধ, কেনাকাটা ও টাকা পাঠাতে পারছেন। বাংলাদেশ ব্যাংক জানায়, মোবাইল ব্যাংকিংয়ে লেনদেনের পরিমাণ দিন দিন বাড়ছে। প্রত্যন্ত অঞ্চলের মানুষও এখন এ সেবার আওতায় এসেছে। আর্থিক অন্তর্ভুক্তি নিশ্চিত করতে এটি গুরুত্বপূর্ণ ভূমিকা রাখছে। — [702, 707, 931, 751]
continuation-note: শেষের পাতার পর — [441, 483, 491, 492]
byline: ইঞ্জি. এনাম আহবাবক, এ্যাড. — [246, 75, 342, 84]
continuation-note: শেষের পাতার পর — [441, 247, 491, 256]
article-headline: ঢাবি অ্যালামনাই অ্যাসোসিয়েশনের — [24, 924, 217, 941]
article-headline: সক্রিয় টাকা — [262, 415, 326, 432]
notice-table-header: মামলার নম্বর ও ধারা — [835, 880, 926, 893]
continuation-note: শেষের পাতার পর — [96, 440, 146, 449]
date-block — [752, 28, 849, 54]
article — [578, 76, 696, 991]
notice-table-cell: সি.আর মামলা নং-১৬১২/২০২১, এন.আই. এ্যাক্ট ১৩৮ ধারা — [835, 892, 926, 920]
article-body: অনুষ্ঠানে প্রধান অতিথি বলেন, অ্যালামনাই অ্যাসোসিয়েশন দেশের উন্নয়নে গুরুত্বপূর্ণ ভূমিকা রাখছে। সাবেক শিক্ষার্থীদের মধ্যে সৌহার্দ্য ও সম্প্রীতির বন্ধন দৃঢ় করতে এ ধরনের আয়োজন প্রশংসনীয়। সভায় সংগঠনের আগামী দিনের কর্মপরিকল্পনা তুলে ধরা হয় এবং নতুন কমিটি ঘোষণা করা হয়। — [14, 957, 228, 992]
article-body: স্থানীয়রা জানান, বেপরোয়া গতিতে গাড়ি চালানোর কারণে দুর্ঘটনা ঘটছে। দুর্ঘটনার পর উত্তেজিত জনতা সড়ক অবরোধ করে। পুলিশ ঘটনাস্থলে পৌঁছে পরিস্থিতি নিয়ন্ত্রণে আনে। নিহতদের মরদেহ ময়নাতদন্তের জন্য হাসপাতালে পাঠানো হয়েছে। এ ঘটনায় থানায় মামলা দায়েরের প্রস্তুতি চলছে। — [234, 721, 354, 782]
article — [702, 541, 931, 668]
article-headline: হিলিতে ঝাঁঝ বাড়ছে — [397, 737, 535, 758]
notice-signature: চিফ জুডিশিয়াল ম্যাজিস্ট্রেট, ঠাকুরগাঁও — [833, 1051, 926, 1059]
article — [360, 737, 572, 842]
article — [14, 566, 228, 690]
article-headline: আখের সঙ্গে অন্য — [406, 224, 526, 245]
continuation-note: শেষের পাতার পর — [96, 96, 146, 104]
article-headline: মুরাদনগর সমিতি-ঢাকার আহ্বায়ক কমিটি গঠন — [239, 105, 349, 133]
article — [360, 224, 572, 385]
article — [702, 470, 931, 537]
table-row — [708, 892, 926, 920]
article-body: উপজেলা কৃষি অফিস সূত্রে জানা গেছে, এবার আমের মুকুল আসায় চাষিরা ভালো ফলনের আশা করছেন। আবহাওয়া অনুকূলে থাকলে লক্ষ্যমাত্রার চেয়ে বেশি উৎপাদন হবে বলে আশা করা হচ্ছে। চাষিরা বাগান পরিচর্যায় ব্যস্ত সময় পার করছেন। গাছে গাছে কীটনাশক ছিটানো, সেচ দেওয়াসহ নানা কাজ চলছে। কৃষি কর্মকর্তারা নিয়মিত মাঠ পরিদর্শন করে চাষিদের পরামর্শ দিচ্ছেন। গত বছর আমের ভালো দাম পাওয়ায় এবার অনেকেই নতুন বাগান তৈরি করেছেন। — [360, 112, 572, 163]
article-body: ব্যবসায়ীরা জানান, আন্তর্জাতিক বাজারে দাম কমায় দেশের বাজারেও চিনির দাম কিছুটা কমেছে। তবে খুচরা পর্যায়ে এখনও বাড়তি দামে বিক্রি হচ্ছে বলে অভিযোগ ক্রেতাদের। বাণিজ্য মন্ত্রণালয় বাজার তদারকি জোরদার করেছে। রমজানকে সামনে রেখে নিত্যপণ্যের দাম স্থিতিশীল রাখতে বিভিন্ন উদ্যোগ নেওয়া হয়েছে। টিসিবির মাধ্যমে সাশ্রয়ী মূল্যে পণ্য বিক্রি করা হচ্ছে। ভোক্তা অধিকার সংরক্ষণ অধিদপ্তর নিয়মিত অভিযান চালাচ্ছে। অসাধু ব্যবসায়ীদের বিরুদ্ধে কঠোর ব্যবস্থা নেওয়ার ঘোষণা দেওয়া হয়েছে। ক্রেতারা ন্যায্যমূল্যে পণ্য কেনার সুযোগ চান। পরিবেশকরা জানিয়েছেন সরবরাহ স্বাভাবিক রয়েছে। বাজার পরিস্থিতি পর্যবেক্ষণে মনিটরিং টিম গঠন করা হয়েছে। নির্ধারিত দামের বেশি নিলে জরিমানা করা হবে। — [578, 547, 696, 693]
continuation-note: শেষের পাতার পর — [96, 868, 146, 876]
notice-table — [707, 1000, 926, 1049]
